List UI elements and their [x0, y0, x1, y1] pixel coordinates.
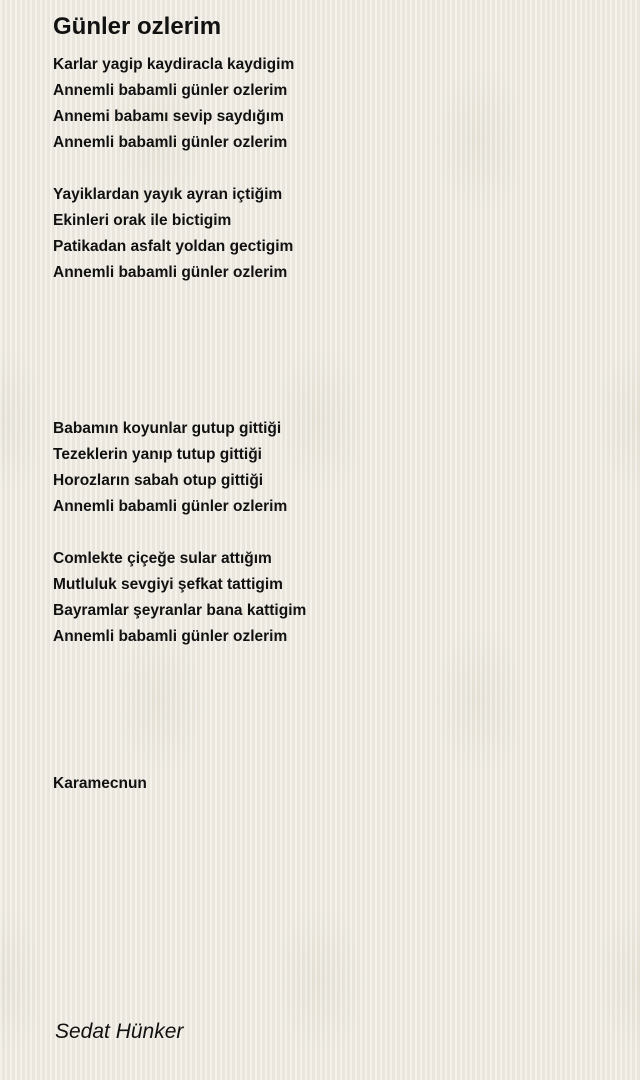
poem-line: Babamın koyunlar gutup gittiği — [53, 420, 282, 437]
stanza — [53, 182, 613, 286]
poem-line: Annemi babamı sevip saydığım — [53, 108, 284, 125]
poem-line: Annemli babamli günler ozlerim — [53, 82, 288, 99]
stanza — [53, 546, 613, 650]
poem-line: Comlekte çiçeğe sular attığım — [53, 550, 272, 567]
stanza — [53, 416, 613, 520]
poem-line: Annemli babamli günler ozlerim — [53, 628, 288, 645]
poem-line: Mutluluk sevgiyi şefkat tattigim — [53, 576, 283, 593]
poem-body — [53, 52, 613, 676]
poem-line: Annemli babamli günler ozlerim — [53, 134, 288, 151]
pen-name: Karamecnun — [53, 775, 147, 792]
poem-line: Ekinleri orak ile bictigim — [53, 212, 232, 229]
stanza — [53, 52, 613, 156]
poem-line: Bayramlar şeyranlar bana kattigim — [53, 602, 307, 619]
poem-line: Tezeklerin yanıp tutup gittiği — [53, 446, 262, 463]
author-name: Sedat Hünker — [55, 1020, 184, 1043]
poem-line: Annemli babamli günler ozlerim — [53, 264, 288, 281]
poem-line: Horozların sabah otup gittiği — [53, 472, 264, 489]
poem-title: Günler ozlerim — [53, 13, 222, 40]
poem-line: Patikadan asfalt yoldan gectigim — [53, 238, 294, 255]
poem-line: Yayiklardan yayık ayran içtiğim — [53, 186, 283, 203]
poem-line: Annemli babamli günler ozlerim — [53, 498, 288, 515]
poem-line: Karlar yagip kaydiracla kaydigim — [53, 56, 295, 73]
